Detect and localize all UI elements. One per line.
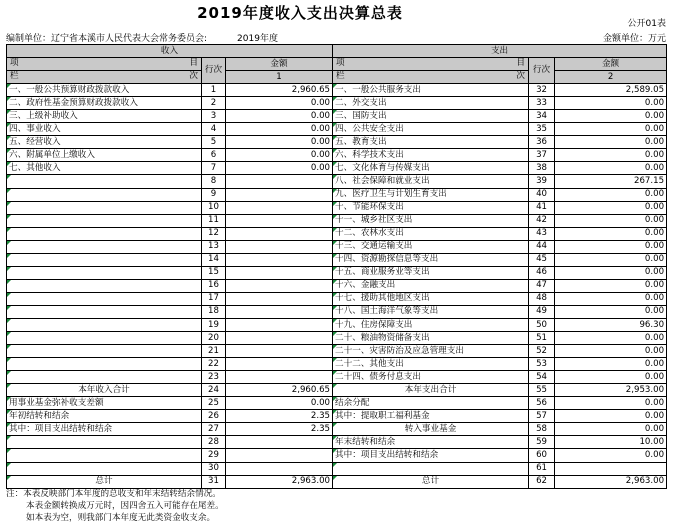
income-lan-header: 栏 次 xyxy=(7,71,202,84)
income-line-no: 4 xyxy=(202,123,226,136)
table-row xyxy=(7,436,667,449)
table-row xyxy=(7,266,667,279)
expense-item: 转入事业基金 xyxy=(333,423,529,436)
income-item xyxy=(7,227,202,240)
table-row xyxy=(7,227,667,240)
expense-amount: 0.00 xyxy=(555,162,667,175)
expense-line-no: 32 xyxy=(529,84,555,97)
expense-item: 其中：提取职工福利基金 xyxy=(333,410,529,423)
income-line-no: 7 xyxy=(202,162,226,175)
table-row xyxy=(7,110,667,123)
income-amount xyxy=(226,305,333,318)
expense-line-no: 53 xyxy=(529,358,555,371)
table-row xyxy=(7,292,667,305)
table-row xyxy=(7,345,667,358)
expense-item: 十六、金融支出 xyxy=(333,279,529,292)
expense-line-no-header: 行次 xyxy=(529,58,555,84)
expense-item: 十九、住房保障支出 xyxy=(333,318,529,331)
income-line-no: 2 xyxy=(202,97,226,110)
expense-item: 十、节能环保支出 xyxy=(333,201,529,214)
expense-line-no: 61 xyxy=(529,462,555,475)
income-amount xyxy=(226,318,333,331)
amount-unit: 金额单位：万元 xyxy=(602,34,666,44)
expense-line-no: 54 xyxy=(529,371,555,384)
expense-amount: 0.00 xyxy=(555,371,667,384)
expense-amount: 10.00 xyxy=(555,436,667,449)
income-line-no: 29 xyxy=(202,449,226,462)
income-amount: 0.00 xyxy=(226,162,333,175)
income-amount: 2.35 xyxy=(226,423,333,436)
expense-item: 总计 xyxy=(333,475,529,488)
table-row xyxy=(7,384,667,397)
expense-amount: 0.00 xyxy=(555,358,667,371)
income-amount xyxy=(226,266,333,279)
income-item xyxy=(7,214,202,227)
note-line: 本表金额转换成万元时，因四舍五入可能存在尾差。 xyxy=(26,501,224,511)
income-line-no: 27 xyxy=(202,423,226,436)
income-item xyxy=(7,266,202,279)
expense-line-no: 57 xyxy=(529,410,555,423)
expense-line-no: 60 xyxy=(529,449,555,462)
income-item: 七、其他收入 xyxy=(7,162,202,175)
expense-amount: 0.00 xyxy=(555,266,667,279)
income-amount xyxy=(226,371,333,384)
income-amount xyxy=(226,227,333,240)
table-row xyxy=(7,123,667,136)
income-amount-header: 金额 xyxy=(226,58,333,71)
income-line-no: 26 xyxy=(202,410,226,423)
income-item xyxy=(7,371,202,384)
expense-item: 八、社会保障和就业支出 xyxy=(333,175,529,188)
expense-line-no: 43 xyxy=(529,227,555,240)
income-amount xyxy=(226,332,333,345)
income-line-no: 9 xyxy=(202,188,226,201)
expense-line-no: 34 xyxy=(529,110,555,123)
expense-item: 年末结转和结余 xyxy=(333,436,529,449)
income-line-no: 3 xyxy=(202,110,226,123)
table-row xyxy=(7,201,667,214)
income-amount xyxy=(226,462,333,475)
income-item xyxy=(7,188,202,201)
table-row xyxy=(7,410,667,423)
income-line-no: 13 xyxy=(202,240,226,253)
expense-amount: 0.00 xyxy=(555,397,667,410)
income-amount xyxy=(226,214,333,227)
expense-amount: 2,963.00 xyxy=(555,475,667,488)
income-amount: 0.00 xyxy=(226,123,333,136)
income-amount: 0.00 xyxy=(226,97,333,110)
expense-item: 二、外交支出 xyxy=(333,97,529,110)
income-item: 本年收入合计 xyxy=(7,384,202,397)
summary-table xyxy=(6,44,667,489)
note-line: 注：本表反映部门本年度的总收支和年末结转结余情况。 xyxy=(6,489,221,499)
expense-line-no: 45 xyxy=(529,253,555,266)
table-row xyxy=(7,423,667,436)
income-item xyxy=(7,449,202,462)
note-line: 如本表为空，则我部门本年度无此类资金收支余。 xyxy=(26,513,216,523)
income-item: 年初结转和结余 xyxy=(7,410,202,423)
expense-item: 二十四、债务付息支出 xyxy=(333,371,529,384)
expense-amount: 0.00 xyxy=(555,449,667,462)
expense-line-no: 62 xyxy=(529,475,555,488)
expense-line-no: 41 xyxy=(529,201,555,214)
table-row xyxy=(7,240,667,253)
income-amount xyxy=(226,175,333,188)
expense-amount: 0.00 xyxy=(555,188,667,201)
income-amount: 2,960.65 xyxy=(226,384,333,397)
income-item xyxy=(7,292,202,305)
expense-line-no: 51 xyxy=(529,332,555,345)
income-item xyxy=(7,318,202,331)
expense-line-no: 35 xyxy=(529,123,555,136)
income-item: 用事业基金弥补收支差额 xyxy=(7,397,202,410)
income-line-no: 1 xyxy=(202,84,226,97)
expense-amount: 0.00 xyxy=(555,214,667,227)
table-row xyxy=(7,84,667,97)
income-item: 其中：项目支出结转和结余 xyxy=(7,423,202,436)
income-amount: 0.00 xyxy=(226,397,333,410)
income-amount xyxy=(226,279,333,292)
income-line-no: 19 xyxy=(202,318,226,331)
expense-item: 六、科学技术支出 xyxy=(333,149,529,162)
income-amount xyxy=(226,188,333,201)
income-line-no: 10 xyxy=(202,201,226,214)
income-item xyxy=(7,175,202,188)
expense-item: 三、国防支出 xyxy=(333,110,529,123)
income-amount xyxy=(226,201,333,214)
expense-amount: 0.00 xyxy=(555,332,667,345)
income-amount xyxy=(226,240,333,253)
notes xyxy=(6,488,224,524)
table-row xyxy=(7,162,667,175)
expense-line-no: 40 xyxy=(529,188,555,201)
expense-line-no: 33 xyxy=(529,97,555,110)
expense-amount: 0.00 xyxy=(555,305,667,318)
expense-item: 二十二、其他支出 xyxy=(333,358,529,371)
table-row xyxy=(7,397,667,410)
income-amount xyxy=(226,449,333,462)
expense-line-no: 44 xyxy=(529,240,555,253)
expense-amount: 0.00 xyxy=(555,253,667,266)
income-col-number: 1 xyxy=(226,71,333,84)
income-item xyxy=(7,240,202,253)
expense-line-no: 49 xyxy=(529,305,555,318)
expense-line-no: 47 xyxy=(529,279,555,292)
income-item: 五、经营收入 xyxy=(7,136,202,149)
income-line-no: 23 xyxy=(202,371,226,384)
year-label: 2019年度 xyxy=(237,34,278,44)
expense-line-no: 38 xyxy=(529,162,555,175)
expense-line-no: 39 xyxy=(529,175,555,188)
income-amount xyxy=(226,345,333,358)
income-item xyxy=(7,358,202,371)
income-line-no: 8 xyxy=(202,175,226,188)
income-line-no: 12 xyxy=(202,227,226,240)
income-item xyxy=(7,345,202,358)
income-amount: 2.35 xyxy=(226,410,333,423)
expense-line-no: 36 xyxy=(529,136,555,149)
expense-amount: 0.00 xyxy=(555,410,667,423)
expense-line-no: 58 xyxy=(529,423,555,436)
income-line-no: 16 xyxy=(202,279,226,292)
table-row xyxy=(7,149,667,162)
expense-amount: 0.00 xyxy=(555,423,667,436)
income-header: 收入 xyxy=(7,45,333,58)
expense-amount: 0.00 xyxy=(555,97,667,110)
expense-amount: 0.00 xyxy=(555,136,667,149)
expense-item xyxy=(333,462,529,475)
expense-item: 十四、资源勘探信息等支出 xyxy=(333,253,529,266)
expense-item: 结余分配 xyxy=(333,397,529,410)
income-line-no: 28 xyxy=(202,436,226,449)
income-amount xyxy=(226,358,333,371)
income-item: 三、上级补助收入 xyxy=(7,110,202,123)
expense-amount-header: 金额 xyxy=(555,58,667,71)
income-item: 一、一般公共预算财政拨款收入 xyxy=(7,84,202,97)
income-line-no: 6 xyxy=(202,149,226,162)
income-item-header: 项 目 xyxy=(7,58,202,71)
expense-item: 十一、城乡社区支出 xyxy=(333,214,529,227)
expense-line-no: 52 xyxy=(529,345,555,358)
income-amount: 0.00 xyxy=(226,136,333,149)
income-amount: 0.00 xyxy=(226,110,333,123)
expense-line-no: 50 xyxy=(529,318,555,331)
form-code: 公开01表 xyxy=(627,19,666,29)
expense-item: 七、文化体育与传媒支出 xyxy=(333,162,529,175)
income-line-no-header: 行次 xyxy=(202,58,226,84)
expense-amount: 0.00 xyxy=(555,279,667,292)
expense-amount xyxy=(555,462,667,475)
expense-line-no: 48 xyxy=(529,292,555,305)
table-row xyxy=(7,253,667,266)
table-row xyxy=(7,358,667,371)
table-row xyxy=(7,371,667,384)
expense-amount: 0.00 xyxy=(555,240,667,253)
income-amount: 2,960.65 xyxy=(226,84,333,97)
income-amount: 2,963.00 xyxy=(226,475,333,488)
income-item xyxy=(7,462,202,475)
expense-item: 十五、商业服务业等支出 xyxy=(333,266,529,279)
income-line-no: 25 xyxy=(202,397,226,410)
expense-amount: 0.00 xyxy=(555,149,667,162)
expense-col-number: 2 xyxy=(555,71,667,84)
income-item: 六、附属单位上缴收入 xyxy=(7,149,202,162)
expense-amount: 0.00 xyxy=(555,292,667,305)
income-line-no: 22 xyxy=(202,358,226,371)
income-line-no: 30 xyxy=(202,462,226,475)
income-item: 二、政府性基金预算财政拨款收入 xyxy=(7,97,202,110)
expense-item: 九、医疗卫生与计划生育支出 xyxy=(333,188,529,201)
table-row xyxy=(7,175,667,188)
expense-item: 四、公共安全支出 xyxy=(333,123,529,136)
table-row xyxy=(7,214,667,227)
income-item xyxy=(7,332,202,345)
table-row xyxy=(7,449,667,462)
expense-item: 五、教育支出 xyxy=(333,136,529,149)
expense-item: 其中：项目支出结转和结余 xyxy=(333,449,529,462)
header-row-index xyxy=(7,71,667,84)
income-item xyxy=(7,253,202,266)
expense-item: 本年支出合计 xyxy=(333,384,529,397)
income-line-no: 31 xyxy=(202,475,226,488)
page-title: 2019年度收入支出决算总表 xyxy=(197,4,403,22)
table-row xyxy=(7,136,667,149)
expense-line-no: 55 xyxy=(529,384,555,397)
expense-amount: 96.30 xyxy=(555,318,667,331)
expense-item: 十八、国土海洋气象等支出 xyxy=(333,305,529,318)
table-row xyxy=(7,318,667,331)
table-row xyxy=(7,279,667,292)
expense-item: 二十、粮油物资储备支出 xyxy=(333,332,529,345)
expense-amount: 0.00 xyxy=(555,123,667,136)
income-amount xyxy=(226,436,333,449)
expense-item-header: 项 目 xyxy=(333,58,529,71)
expense-item: 十七、援助其他地区支出 xyxy=(333,292,529,305)
expense-line-no: 56 xyxy=(529,397,555,410)
header-row-columns xyxy=(7,58,667,71)
expense-line-no: 59 xyxy=(529,436,555,449)
income-line-no: 18 xyxy=(202,305,226,318)
expense-amount: 2,589.05 xyxy=(555,84,667,97)
expense-item: 十三、交通运输支出 xyxy=(333,240,529,253)
table-row xyxy=(7,332,667,345)
unit-label: 编制单位：辽宁省本溪市人民代表大会常务委员会: xyxy=(6,34,208,44)
income-line-no: 20 xyxy=(202,332,226,345)
expense-line-no: 37 xyxy=(529,149,555,162)
unit-line xyxy=(6,31,278,44)
table-row xyxy=(7,97,667,110)
income-item xyxy=(7,436,202,449)
income-line-no: 15 xyxy=(202,266,226,279)
income-item: 总计 xyxy=(7,475,202,488)
expense-amount: 0.00 xyxy=(555,110,667,123)
income-item xyxy=(7,201,202,214)
income-line-no: 5 xyxy=(202,136,226,149)
header-row-section xyxy=(7,45,667,58)
income-item: 四、事业收入 xyxy=(7,123,202,136)
expense-amount: 2,953.00 xyxy=(555,384,667,397)
expense-lan-header: 栏 次 xyxy=(333,71,529,84)
expense-header: 支出 xyxy=(333,45,667,58)
expense-item: 十二、农林水支出 xyxy=(333,227,529,240)
income-item xyxy=(7,305,202,318)
income-line-no: 17 xyxy=(202,292,226,305)
income-amount: 0.00 xyxy=(226,149,333,162)
expense-line-no: 42 xyxy=(529,214,555,227)
income-line-no: 14 xyxy=(202,253,226,266)
table-row xyxy=(7,475,667,488)
expense-amount: 0.00 xyxy=(555,345,667,358)
income-line-no: 24 xyxy=(202,384,226,397)
expense-item: 二十一、灾害防治及应急管理支出 xyxy=(333,345,529,358)
table-row xyxy=(7,462,667,475)
income-item xyxy=(7,279,202,292)
expense-item: 一、一般公共服务支出 xyxy=(333,84,529,97)
table-row xyxy=(7,305,667,318)
income-amount xyxy=(226,253,333,266)
table-row xyxy=(7,188,667,201)
expense-amount: 0.00 xyxy=(555,227,667,240)
expense-amount: 267.15 xyxy=(555,175,667,188)
income-line-no: 11 xyxy=(202,214,226,227)
expense-line-no: 46 xyxy=(529,266,555,279)
income-line-no: 21 xyxy=(202,345,226,358)
income-amount xyxy=(226,292,333,305)
expense-amount: 0.00 xyxy=(555,201,667,214)
